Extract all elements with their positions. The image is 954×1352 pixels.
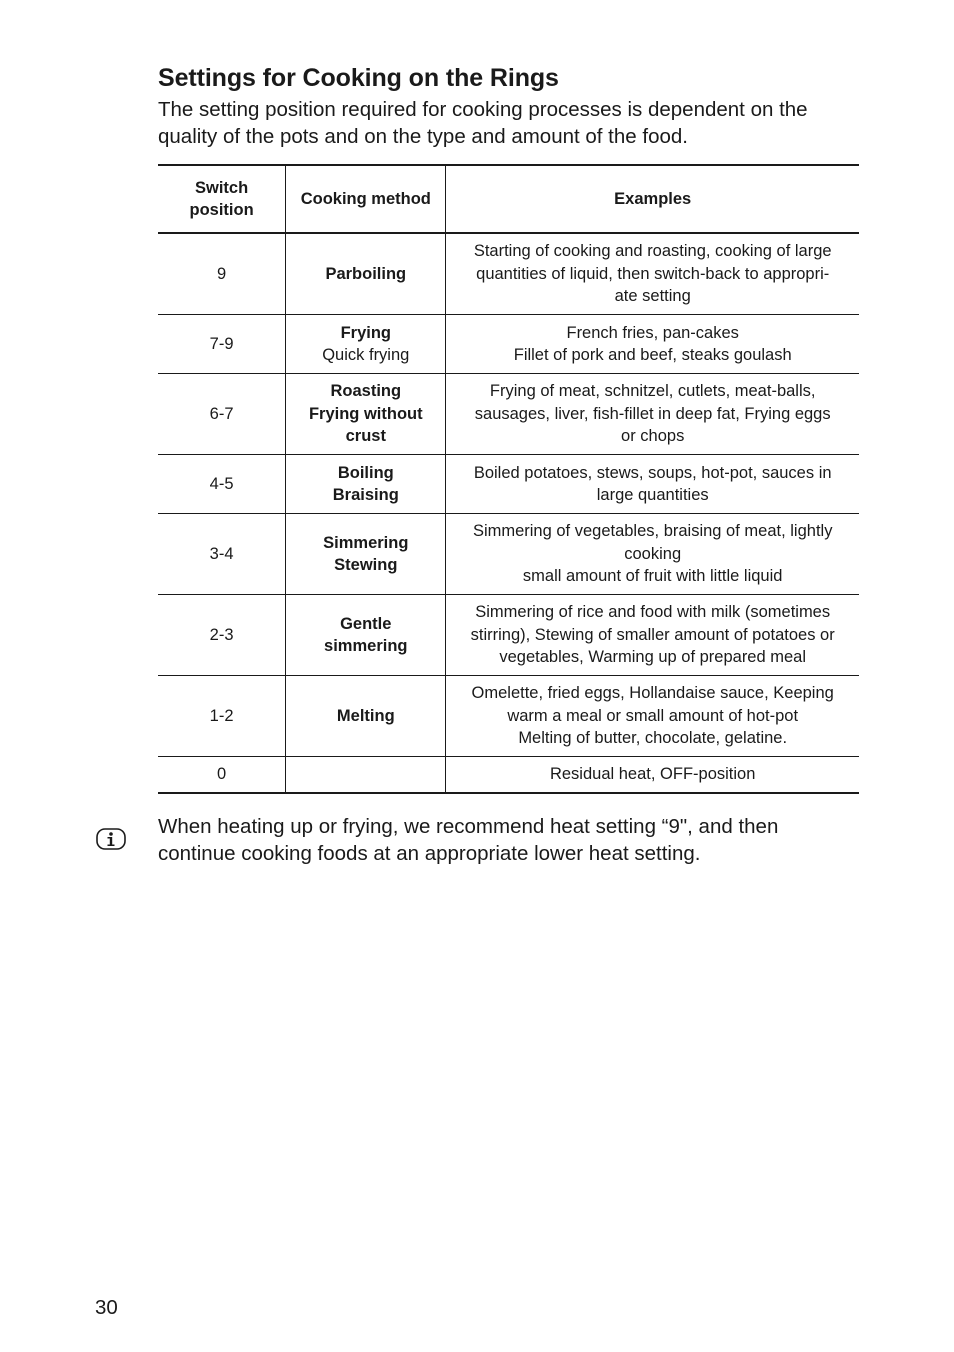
example-line: warm a meal or small amount of hot-pot (507, 706, 799, 725)
table-row (158, 455, 859, 514)
examples-cell (446, 455, 859, 514)
switch-position-cell: 4-5 (158, 455, 286, 514)
example-line: stirring), Stewing of smaller amount of potatoes or (470, 625, 835, 644)
table-row (158, 233, 859, 315)
examples-cell (446, 595, 859, 676)
cooking-method-cell (286, 315, 446, 374)
examples-cell (446, 676, 859, 757)
table-row (158, 676, 859, 757)
examples-cell (446, 315, 859, 374)
info-icon (96, 828, 126, 850)
page-number: 30 (95, 1296, 118, 1319)
cooking-method-name: simmering (324, 637, 408, 655)
example-line: or chops (621, 427, 685, 446)
example-line: Residual heat, OFF-position (549, 765, 756, 784)
cooking-method-cell (286, 514, 446, 595)
table-row (158, 514, 859, 595)
cooking-settings-table (158, 164, 859, 794)
example-line: Simmering of vegetables, braising of meat, lightly (472, 522, 833, 541)
example-line: Simmering of rice and food with milk (sometimes (475, 603, 831, 622)
cooking-method-name: Braising (332, 486, 399, 504)
table-row (158, 595, 859, 676)
switch-position-cell: 3-4 (158, 514, 286, 595)
example-line: ate setting (614, 287, 691, 306)
table-row (158, 757, 859, 794)
cooking-method-cell (286, 757, 446, 794)
cooking-method-name: Parboiling (325, 264, 407, 283)
example-line: quantities of liquid, then switch-back to appropri- (476, 264, 830, 283)
cooking-method-name: Simmering (323, 533, 409, 552)
cooking-method-cell (286, 595, 446, 676)
table-body (158, 233, 859, 793)
cooking-method-name: Frying (340, 323, 391, 342)
example-line: Frying of meat, schnitzel, cutlets, meat-balls, (489, 382, 816, 401)
switch-position-cell: 7-9 (158, 315, 286, 374)
table-header-row (158, 165, 859, 233)
example-line: Fillet of pork and beef, steaks goulash (513, 346, 792, 364)
switch-position-cell: 0 (158, 757, 286, 794)
cooking-method-name: Stewing (334, 556, 398, 574)
switch-position-cell: 6-7 (158, 374, 286, 455)
example-line: Boiled potatoes, stews, soups, hot-pot, sauces in (473, 463, 832, 482)
example-line: vegetables, Warming up of prepared meal (499, 648, 807, 667)
table-row (158, 315, 859, 374)
example-line: Melting of butter, chocolate, gelatine. (518, 729, 788, 748)
examples-cell (446, 757, 859, 794)
cooking-method-cell (286, 676, 446, 757)
example-line: Starting of cooking and roasting, cooking of large (473, 242, 832, 261)
example-line: cooking (624, 544, 682, 563)
cooking-method-name: Gentle (340, 614, 392, 633)
switch-position-cell: 1-2 (158, 676, 286, 757)
switch-position-cell: 2-3 (158, 595, 286, 676)
info-note: When heating up or frying, we recommend heat setting “9", and then continue cooking foods at an appropriate lower heat setting. (158, 815, 779, 865)
intro-paragraph: The setting position required for cooking processes is dependent on the quality of the pots and on the type and amount of the food. (158, 98, 808, 148)
cooking-method-cell (286, 233, 446, 315)
switch-header-line: Switch (194, 178, 249, 197)
example-line: sausages, liver, fish-fillet in deep fat, Frying eggs (474, 404, 831, 423)
cooking-method-name: Roasting (330, 382, 402, 401)
switch-position-cell: 9 (216, 264, 227, 283)
examples-cell (446, 374, 859, 455)
cooking-method-header: Cooking method (286, 165, 446, 233)
cooking-method-detail: Quick frying (322, 346, 410, 364)
position-header-line: position (189, 201, 254, 219)
cooking-method-name: Boiling (337, 463, 394, 482)
page-title: Settings for Cooking on the Rings (158, 64, 559, 92)
cooking-method-name: Frying without (308, 404, 423, 423)
cooking-method-cell (286, 455, 446, 514)
switch-position-header (158, 165, 286, 233)
examples-cell (446, 514, 859, 595)
table-row (158, 374, 859, 455)
example-line: large quantities (596, 486, 709, 504)
examples-header: Examples (446, 165, 859, 233)
cooking-method-name: Melting (336, 706, 395, 725)
example-line: Omelette, fried eggs, Hollandaise sauce, Keeping (471, 684, 834, 703)
cooking-method-name: crust (345, 427, 386, 446)
example-line: French fries, pan-cakes (566, 323, 739, 342)
example-line: small amount of fruit with little liquid (522, 567, 783, 586)
cooking-method-cell (286, 374, 446, 455)
examples-cell (446, 233, 859, 315)
